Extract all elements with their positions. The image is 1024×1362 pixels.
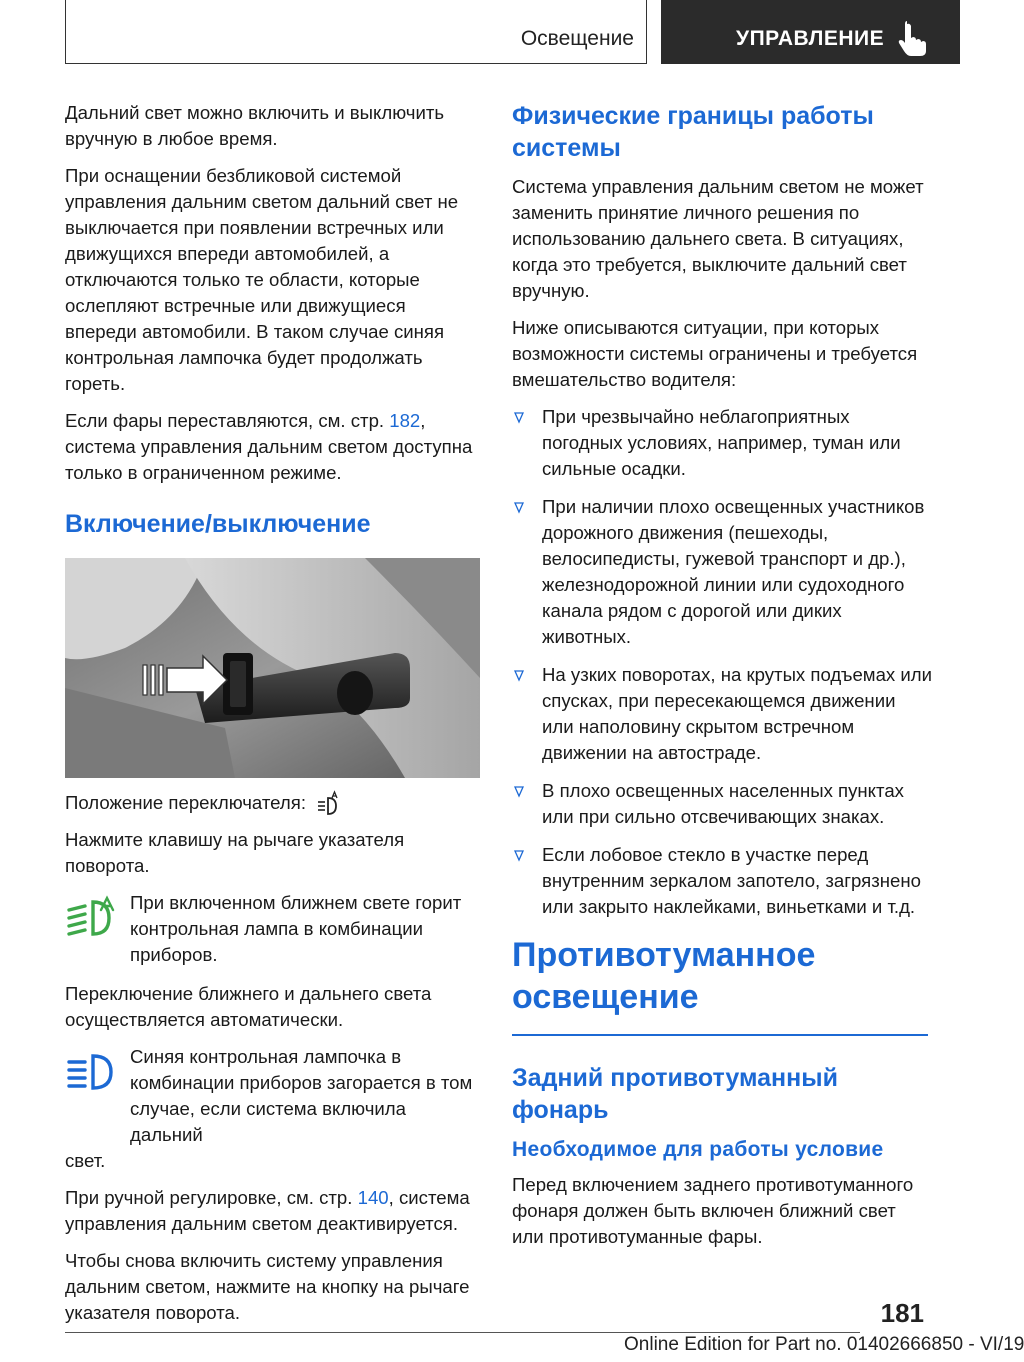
paragraph-prerequisite: Перед включением заднего противотуманного фонаря должен быть включен ближний свет или противотуманные фары. <box>512 1173 914 1247</box>
list-item: Если лобовое стекло в участке перед внутренним зеркалом запотело, загрязнено или закрыто наклейками, виньетками и т.д. <box>512 842 932 920</box>
hand-pointer-icon <box>897 22 927 56</box>
paragraph-auto-switch: Переключение ближнего и дальнего света осуществляется автоматически. <box>65 983 432 1031</box>
paragraph-situations-intro: Ниже описываются ситуации, при которых возможности системы ограничены и требуется вмешательство водителя: <box>512 317 918 390</box>
left-column <box>65 100 480 1337</box>
bullet-triangle-icon <box>514 850 524 861</box>
paragraph-blue-lamp: Синяя контрольная лампочка в комбинации приборов загорается в том случае, если система включила дальний <box>130 1046 473 1146</box>
lowbeam-indicator-note <box>65 890 480 970</box>
heading-fog-lighting: Противотуманное освещение <box>512 936 816 1016</box>
bullet-triangle-icon <box>514 670 524 681</box>
header-section-box <box>65 0 647 64</box>
paragraph-blue-lamp-end: свет. <box>65 1150 106 1172</box>
header-chapter-box <box>661 0 960 64</box>
list-item: При чрезвычайно неблагоприятных погодных условиях, например, туман или сильные осадки. <box>512 404 932 482</box>
heading-prerequisite: Необходимое для работы условие <box>512 1137 884 1161</box>
bullet-triangle-icon <box>514 412 524 423</box>
turn-signal-lever-photo <box>65 558 480 778</box>
blue-highbeam-lamp-icon <box>65 1050 117 1096</box>
limits-list <box>512 404 932 920</box>
header-chapter-title: УПРАВЛЕНИЕ <box>736 27 885 50</box>
paragraph-not-replace: Система управления дальним светом не может заменить принятие личного решения по использованию дальнего света. В ситуациях, когда это требуется, выключите дальний свет вручную. <box>512 176 924 301</box>
list-item: В плохо освещенных населенных пунктах или при сильно отсвечивающих знаках. <box>512 778 932 830</box>
auto-high-beam-icon <box>314 792 340 816</box>
paragraph-reactivate: Чтобы снова включить систему управления дальним светом, нажмите на кнопку на рычаге указателя поворота. <box>65 1250 470 1324</box>
footer-edition: Online Edition for Part no. 01402666850 - VI/19 <box>624 1334 1024 1355</box>
highbeam-indicator-note <box>65 1044 480 1174</box>
page-header <box>0 0 960 66</box>
bullet-triangle-icon <box>514 786 524 797</box>
section-divider <box>512 1034 928 1036</box>
bullet-triangle-icon <box>514 502 524 513</box>
paragraph-press-button: Нажмите клавишу на рычаге указателя поворота. <box>65 829 405 877</box>
list-item: На узких поворотах, на крутых подъемах или спусках, при пересекающемся движении или наполовину скрытом встречном движении на автостраде. <box>512 662 932 766</box>
heading-on-off: Включение/выключение <box>65 510 371 538</box>
heading-rear-fog-lamp: Задний противотуманный фонарь <box>512 1063 838 1124</box>
footer-divider <box>65 1332 860 1333</box>
page-number: 181 <box>880 1298 924 1328</box>
switch-position-line: Положение переключателя: <box>65 790 480 816</box>
green-auto-lamp-icon <box>65 896 117 942</box>
paragraph-manual-adjust: При ручной регулировке, см. стр. 140, система управления дальним светом деактивируется. <box>65 1187 470 1235</box>
list-item: При наличии плохо освещенных участников дорожного движения (пешеходы, велосипедисты, гужевой транспорт и др.), железнодорожной линии или судоходного канала рядом с дорогой или диких животных. <box>512 494 932 650</box>
page-link-140[interactable]: 140 <box>357 1187 389 1209</box>
heading-system-limits: Физические границы работы системы <box>512 102 874 162</box>
header-section-title: Освещение <box>520 27 634 50</box>
paragraph-lowbeam-lamp: При включенном ближнем свете горит контрольная лампа в комбинации приборов. <box>130 892 462 966</box>
page-link-182[interactable]: 182 <box>389 410 421 431</box>
paragraph-antiglare: При оснащении безбликовой системой управления дальним светом дальний свет не выключается при появлении встречных или движущихся впереди автомобилей, а отключаются только те области, которые ослепляют встречные или движущиеся впереди автомобили. В таком случае синяя контрольная лампочка будет продолжать гореть. <box>65 165 459 394</box>
right-column <box>512 100 932 1261</box>
paragraph-manual-highbeam: Дальний свет можно включить и выключить вручную в любое время. <box>65 102 445 149</box>
paragraph-headlight-adjust: Если фары переставляются, см. стр. 182, система управления дальним светом доступна только в ограниченном режиме. <box>65 410 473 483</box>
